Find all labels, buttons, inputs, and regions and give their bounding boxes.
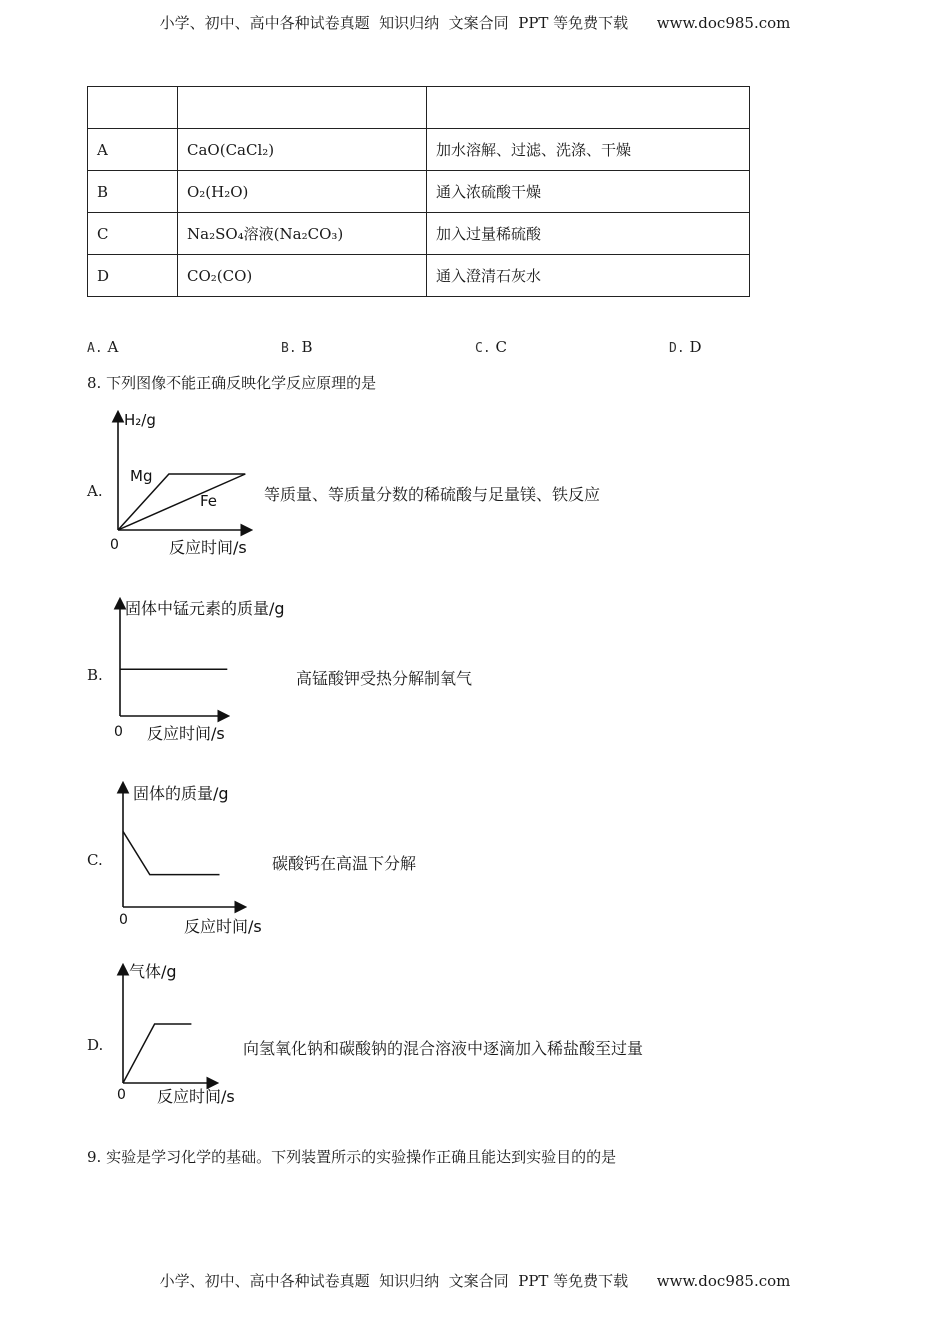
table-row	[88, 171, 750, 213]
option-c-description: 碳酸钙在高温下分解	[272, 854, 417, 873]
row-substance: CaO(CaCl₂)	[178, 129, 427, 171]
row-label: C	[88, 213, 178, 255]
row-label: D	[88, 255, 178, 297]
row-label: B	[88, 171, 178, 213]
option-a-label[interactable]: A.	[87, 482, 103, 500]
chart-c	[112, 776, 282, 936]
page-footer: 小学、初中、高中各种试卷真题 知识归纳 文案合同 PPT 等免费下载 www.doc985.com	[159, 1272, 791, 1290]
row-label: A	[88, 129, 178, 171]
table-row	[88, 129, 750, 171]
row-method: 通入澄清石灰水	[427, 255, 750, 297]
option-d-label[interactable]: D.	[87, 1036, 104, 1054]
options-table	[87, 86, 750, 297]
choice-c[interactable]: C. C	[475, 338, 507, 356]
option-d-description: 向氢氧化钠和碳酸钠的混合溶液中逐滴加入稀盐酸至过量	[243, 1039, 644, 1058]
row-substance: Na₂SO₄溶液(Na₂CO₃)	[178, 213, 427, 255]
series-line	[123, 1024, 191, 1083]
series-line	[123, 831, 220, 874]
origin-label: 0	[110, 537, 119, 553]
x-axis-label: 反应时间/s	[147, 724, 225, 743]
choice-d[interactable]: D. D	[669, 338, 702, 356]
question-9-stem: 9. 实验是学习化学的基础。下列装置所示的实验操作正确且能达到实验目的的是	[87, 1148, 617, 1166]
x-axis-label: 反应时间/s	[184, 917, 262, 936]
y-axis-label: H₂/g	[124, 411, 156, 429]
choice-b[interactable]: B. B	[281, 338, 313, 356]
row-method: 加水溶解、过滤、洗涤、干燥	[427, 129, 750, 171]
y-axis-label: 固体中锰元素的质量/g	[125, 599, 285, 618]
row-method: 通入浓硫酸干燥	[427, 171, 750, 213]
option-c-label[interactable]: C.	[87, 851, 103, 869]
row-substance: CO₂(CO)	[178, 255, 427, 297]
chart-a	[100, 405, 270, 565]
series-label-mg: Mg	[130, 467, 153, 485]
choice-a[interactable]: A. A	[87, 338, 119, 356]
x-axis-label: 反应时间/s	[157, 1087, 235, 1106]
y-axis-label: 固体的质量/g	[133, 784, 229, 803]
table-header-row	[88, 87, 750, 129]
question-8-stem: 8. 下列图像不能正确反映化学反应原理的是	[87, 374, 377, 392]
chart-b	[105, 592, 305, 752]
option-b-description: 高锰酸钾受热分解制氧气	[296, 669, 473, 688]
table-row	[88, 213, 750, 255]
row-method: 加入过量稀硫酸	[427, 213, 750, 255]
origin-label: 0	[117, 1087, 126, 1103]
page-header: 小学、初中、高中各种试卷真题 知识归纳 文案合同 PPT 等免费下载 www.doc985.com	[159, 14, 791, 32]
table-row	[88, 255, 750, 297]
x-axis-label: 反应时间/s	[169, 538, 247, 557]
row-substance: O₂(H₂O)	[178, 171, 427, 213]
option-a-description: 等质量、等质量分数的稀硫酸与足量镁、铁反应	[264, 485, 601, 504]
origin-label: 0	[119, 912, 128, 928]
series-label-fe: Fe	[200, 492, 218, 510]
origin-label: 0	[114, 724, 123, 740]
y-axis-label: 气体/g	[129, 962, 177, 981]
option-b-label[interactable]: B.	[87, 666, 103, 684]
chart-d	[112, 958, 282, 1108]
